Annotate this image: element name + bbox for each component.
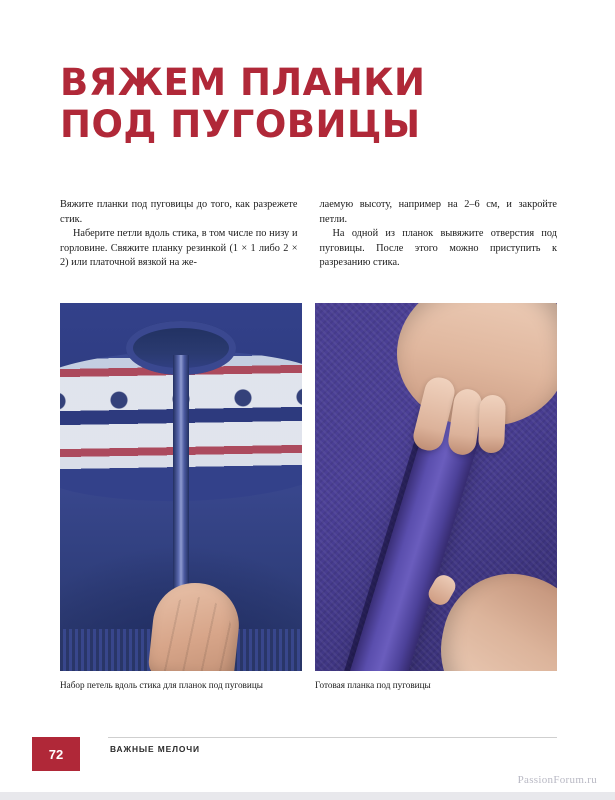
page-title-line-2: ПОД ПУГОВИЦЫ [60, 103, 421, 146]
article-body [60, 198, 557, 271]
watermark: PassionForum.ru [517, 774, 597, 786]
page-bottom-strip [0, 792, 615, 800]
paragraph: Вяжите планки под пуговицы до того, как разрежете стик. [60, 199, 298, 225]
paragraph: лаемую высоту, например на 2–6 см, и закройте петли. [319, 199, 557, 225]
text-column-right [320, 198, 558, 271]
figure-caption-right: Готовая планка под пуговицы [315, 680, 431, 690]
footer-divider [108, 737, 557, 738]
sweater-placket-stitches-photo [60, 303, 302, 671]
footer-section-label: ВАЖНЫЕ МЕЛОЧИ [110, 744, 200, 754]
figure-row [60, 303, 557, 671]
text-column-left [60, 198, 298, 271]
finger [478, 395, 506, 454]
figure-captions [60, 679, 557, 691]
page-number: 72 [48, 746, 64, 762]
finished-button-band-photo [315, 303, 557, 671]
hand [147, 579, 243, 671]
page-title [60, 62, 560, 146]
paragraph: Наберите петли вдоль стика, в том числе по низу и горловине. Свяжите планку резинкой (1 × 1 либо 2 × 2) или платочной вязкой на же- [60, 228, 298, 269]
page-title-line-1: ВЯЖЕМ ПЛАНКИ [60, 61, 426, 104]
paragraph: На одной из планок вывяжите отверстия под пуговицы. После этого можно приступить к разрезанию стика. [319, 228, 557, 269]
figure-caption-left: Набор петель вдоль стика для планок под пуговицы [60, 680, 263, 690]
